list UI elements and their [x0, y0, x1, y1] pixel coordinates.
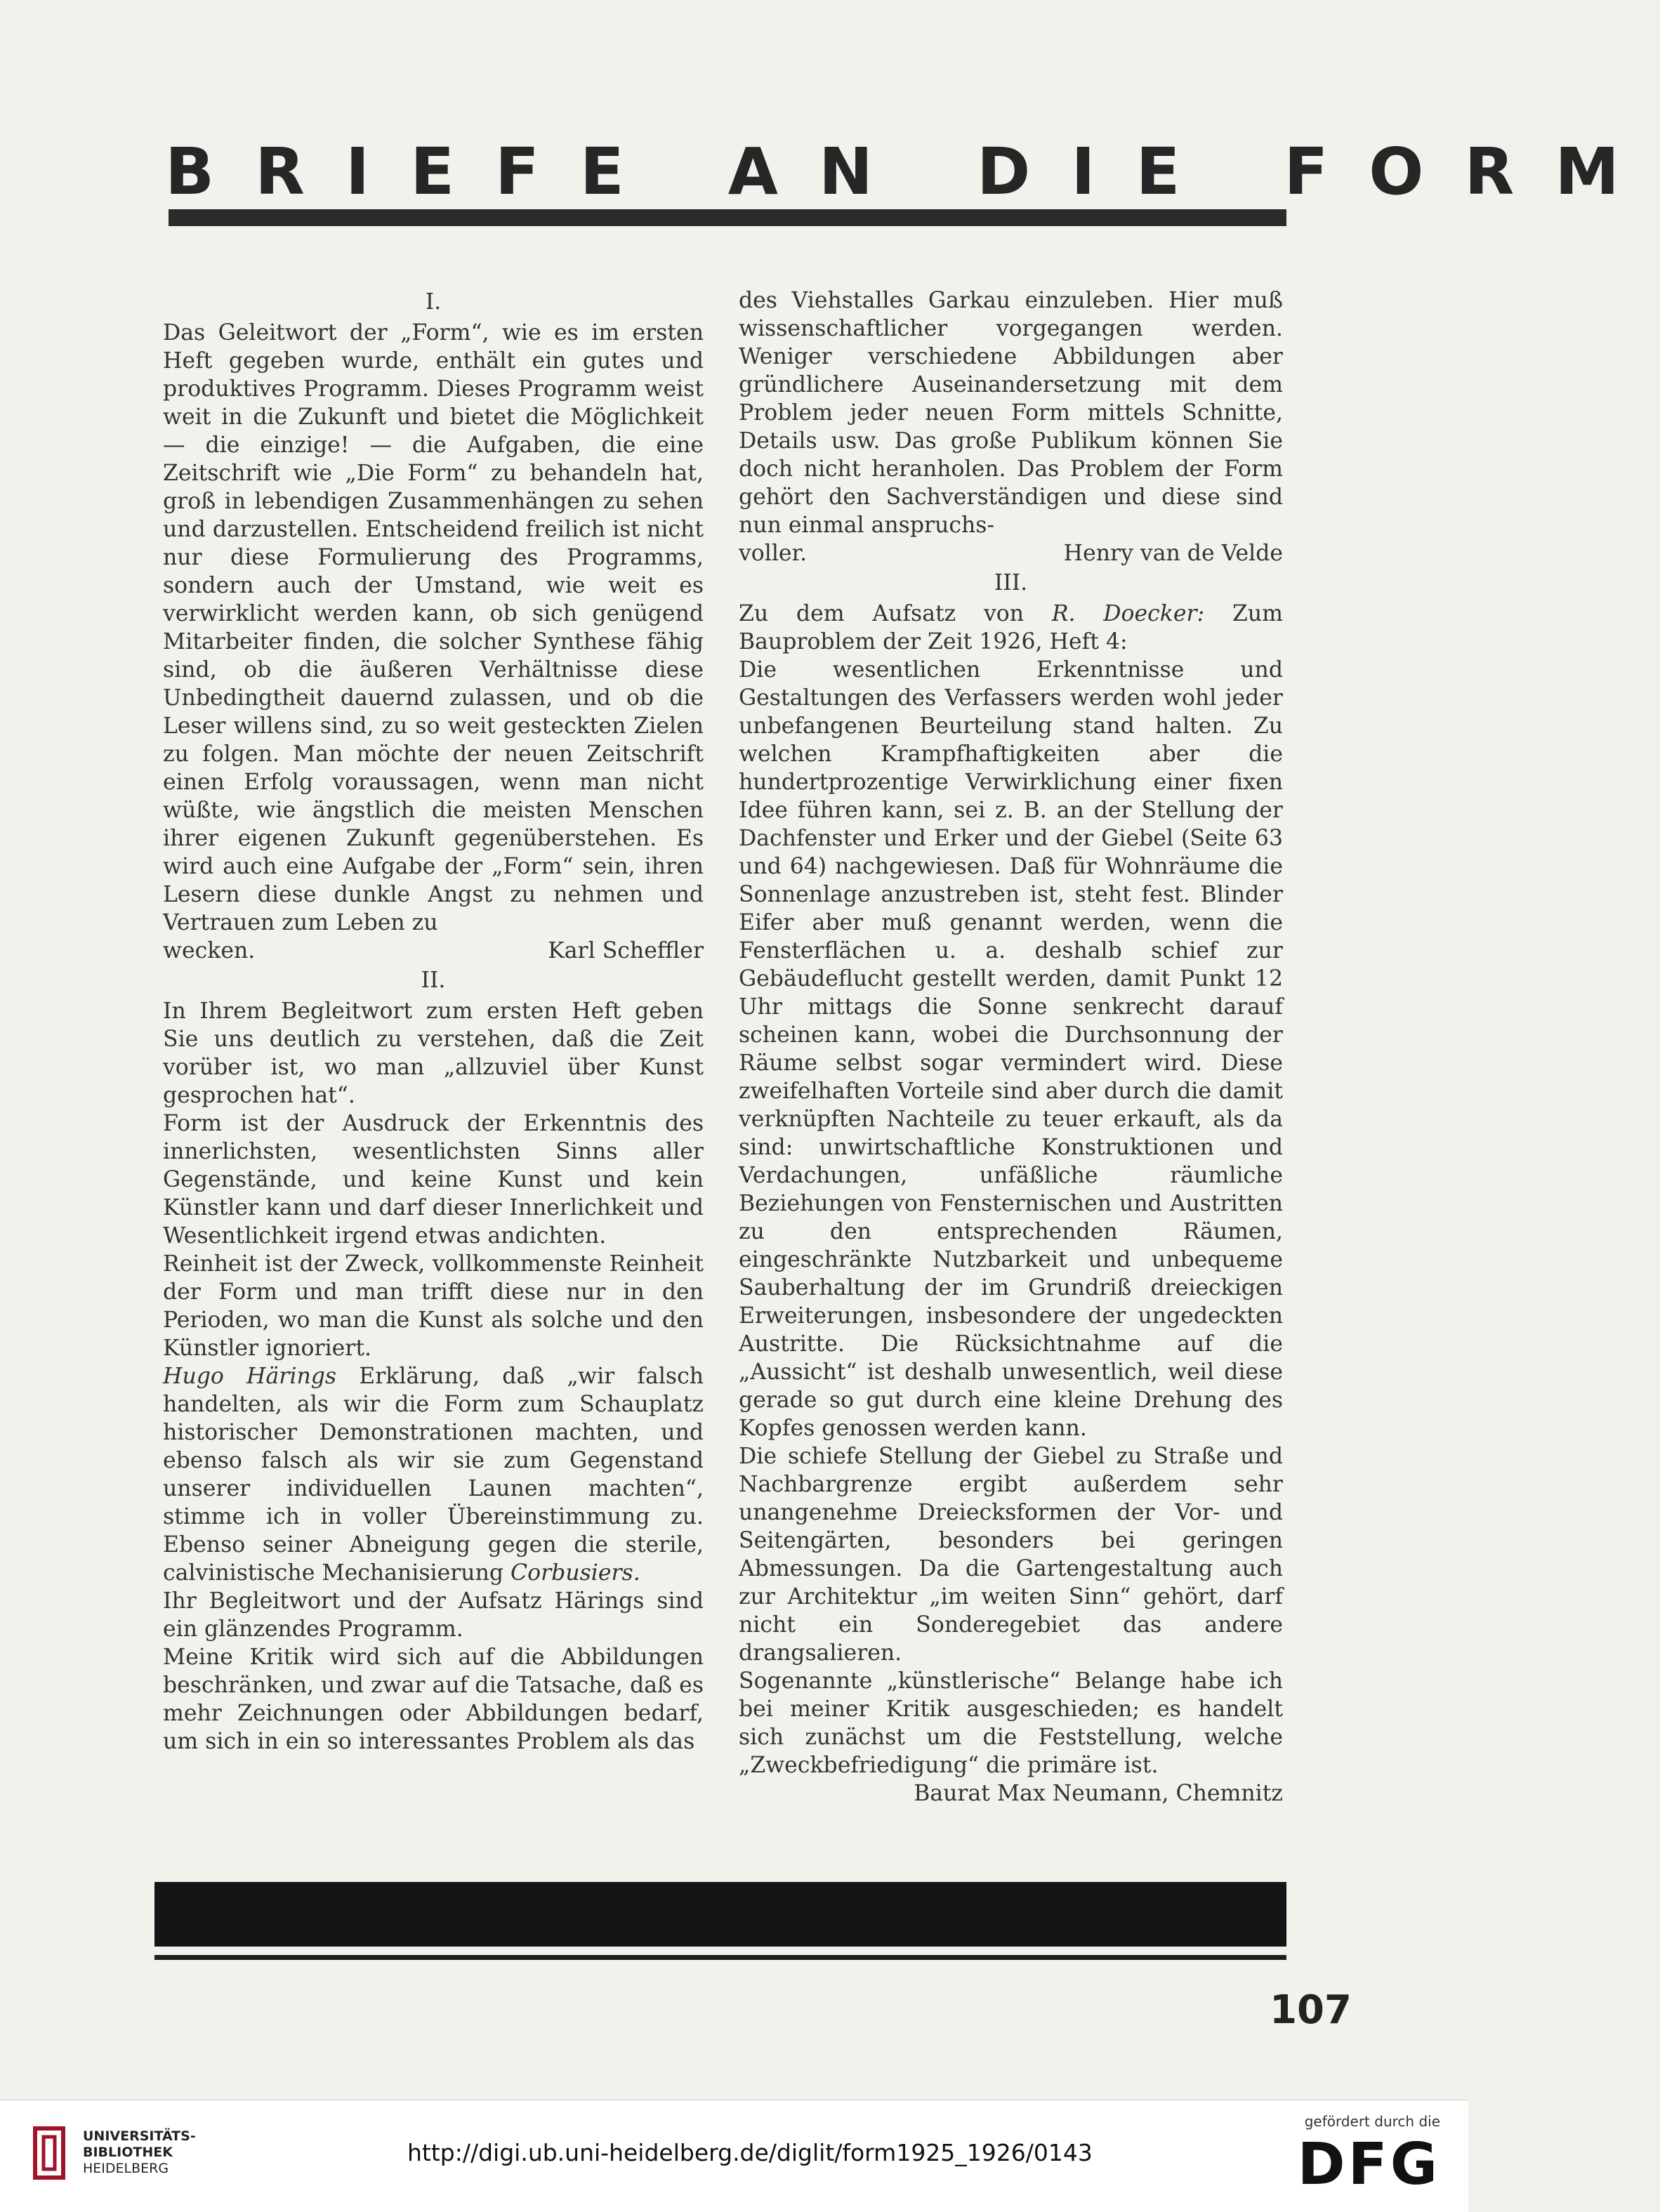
- emphasized-name: Hugo Härings: [163, 1364, 337, 1389]
- paragraph-text: Erklärung, daß „wir falsch handelten, als wir die Form zum Schauplatz historischer Demonstrationen machten, und ebenso falsch als wir sie zum Gegenstand unserer individuellen Launen machten“, stimme ich in voller Übereinstimmung zu. Ebenso seiner Abneigung gegen die sterile, calvinistische Mechanisierung: [163, 1364, 704, 1586]
- section-number: III.: [994, 570, 1028, 595]
- author-signature: Karl Scheffler: [548, 938, 704, 963]
- library-name-line1: UNIVERSITÄTS-: [83, 2128, 196, 2144]
- paragraph: [739, 600, 1283, 656]
- library-logo-icon: [28, 2121, 70, 2185]
- source-url-link[interactable]: http://digi.ub.uni-heidelberg.de/diglit/form1925_1926/0143: [407, 2139, 1093, 2166]
- funded-label: gefördert durch die: [1304, 2113, 1440, 2130]
- author-signature: Baurat Max Neumann, Chemnitz: [914, 1781, 1283, 1806]
- paragraph-end: wecken.: [163, 938, 256, 963]
- paragraph: Die wesentlichen Erkenntnisse und Gestaltungen des Verfassers werden wohl jeder unbefangenen Beurteilung stand halten. Zu welchen Krampfhaftigkeiten aber die hundertprozentige Verwirklichung einer fixen Idee führen kann, sei z. B. an der Stellung der Dachfenster und Erker und der Giebel (Seite 63 und 64) nachgewiesen. Daß für Wohnräume die Sonnenlage anzustreben ist, steht fest. Blinder Eifer aber muß genannt werden, wenn die Fensterflächen u. a. deshalb schief zur Gebäudeflucht gestellt werden, damit Punkt 12 Uhr mittags die Sonne senkrecht darauf scheinen kann, wobei die Durchsonnung der Räume selbst sogar vermindert wird. Diese zweifelhaften Vorteile sind aber durch die damit verknüpften Nachteile zu teuer erkauft, als da sind: unwirtschaftliche Konstruktionen und Verdachungen, unfäßliche räumliche Beziehungen von Fensternischen und Austritten zu den entsprechenden Räumen, eingeschränkte Nutzbarkeit und unbequeme Sauberhaltung der im Grundriß dreieckigen Erweiterungen, insbesondere der ungedeckten Austritte. Die Rücksichtnahme auf die „Aussicht“ ist deshalb unwesentlich, weil diese gerade so gut durch eine kleine Drehung des Kopfes genossen werden kann.: [739, 657, 1283, 1441]
- library-name-line2: BIBLIOTHEK: [83, 2145, 173, 2160]
- dfg-logo: DFG: [1297, 2131, 1440, 2198]
- author-signature: Henry van de Velde: [1063, 541, 1283, 566]
- bottom-rule: [154, 1955, 1286, 1960]
- right-column: [739, 287, 1283, 1812]
- section-number: I.: [425, 289, 442, 315]
- paragraph: Das Geleitwort der „Form“, wie es im ersten Heft gegeben wurde, enthält ein gutes und produktives Programm. Dieses Programm weist weit in die Zukunft und bietet die Möglichkeit — die einzige! — die Aufgaben, die eine Zeitschrift wie „Die Form“ zu behandeln hat, groß in lebendigen Zusammenhängen zu sehen und darzustellen. Entscheidend freilich ist nicht nur diese Formulierung des Programms, sondern auch der Umstand, wie weit es verwirklicht werden kann, ob sich genügend Mitarbeiter finden, die solcher Synthese fähig sind, ob die äußeren Verhältnisse diese Unbedingtheit dauernd zulassen, und ob die Leser willens sind, zu so weit gesteckten Zielen zu folgen. Man möchte der neuen Zeitschrift einen Erfolg voraussagen, wenn man nicht wüßte, wie ängstlich die meisten Menschen ihrer eigenen Zukunft gegenüberstehen. Es wird auch eine Aufgabe der „Form“ sein, ihren Lesern diese dunkle Angst zu nehmen und Vertrauen zum Leben zu: [163, 320, 704, 935]
- page-title: BRIEFE AN DIE FORM: [165, 134, 1660, 209]
- page-number: 107: [1270, 1987, 1352, 2033]
- paragraph: Meine Kritik wird sich auf die Abbildungen beschränken, und zwar auf die Tatsache, daß es mehr Zeichnungen oder Abbildungen bedarf, um sich in ein so interessantes Problem als das: [163, 1645, 704, 1754]
- title-rule: [169, 209, 1286, 226]
- bottom-bar: [154, 1882, 1286, 1947]
- library-name: [83, 2128, 196, 2177]
- paragraph-end: voller.: [739, 541, 808, 566]
- paragraph-text: Zum Bauproblem der Zeit 1926, Heft 4:: [739, 601, 1283, 654]
- section-number: II.: [421, 968, 446, 993]
- library-name-line3: HEIDELBERG: [83, 2161, 169, 2176]
- paragraph: [163, 1362, 704, 1587]
- funder-block: [1298, 2113, 1440, 2200]
- emphasized-name: R. Doecker:: [1051, 601, 1205, 626]
- paragraph: Form ist der Ausdruck der Erkenntnis des innerlichsten, wesentlichsten Sinns aller Gegenstände, und keine Kunst und kein Künstler kann und darf dieser Innerlichkeit und Wesentlichkeit irgend etwas andichten.: [163, 1111, 704, 1249]
- signature-line: [163, 937, 704, 965]
- paragraph: Die schiefe Stellung der Giebel zu Straße und Nachbargrenze ergibt außerdem sehr unangenehme Dreiecksformen der Vor- und Seitengärten, besonders bei geringen Abmessungen. Da die Gartengestaltung auch zur Architektur „im weiten Sinn“ gehört, darf nicht ein Sonderegebiet das andere drangsalieren.: [739, 1444, 1283, 1666]
- emphasized-name: Corbusiers.: [510, 1560, 640, 1586]
- signature-line: [739, 539, 1283, 567]
- paragraph: des Viehstalles Garkau einzuleben. Hier muß wissenschaftlicher vorgegangen werden. Weniger verschiedene Abbildungen aber gründlichere Auseinandersetzung mit dem Problem jeder neuen Form mittels Schnitte, Details usw. Das große Publikum können Sie doch nicht heranholen. Das Problem der Form gehört den Sachverständigen und diese sind nun einmal anspruchs-: [739, 288, 1283, 538]
- paragraph: Ihr Begleitwort und der Aufsatz Härings sind ein glänzendes Programm.: [163, 1588, 704, 1642]
- paragraph-text: Zu dem Aufsatz von: [739, 601, 1052, 626]
- footer: [0, 2100, 1468, 2212]
- paragraph: In Ihrem Begleitwort zum ersten Heft geben Sie uns deutlich zu verstehen, daß die Zeit vorüber ist, wo man „allzuviel über Kunst gesprochen hat“.: [163, 999, 704, 1108]
- paragraph: Reinheit ist der Zweck, vollkommenste Reinheit der Form und man trifft diese nur in den Perioden, wo man die Kunst als solche und den Künstler ignoriert.: [163, 1251, 704, 1361]
- left-column: [163, 287, 704, 1756]
- paragraph: Sogenannte „künstlerische“ Belange habe ich bei meiner Kritik ausgeschieden; es handelt sich zunächst um die Feststellung, welche „Zweckbefriedigung“ die primäre ist.: [739, 1668, 1283, 1778]
